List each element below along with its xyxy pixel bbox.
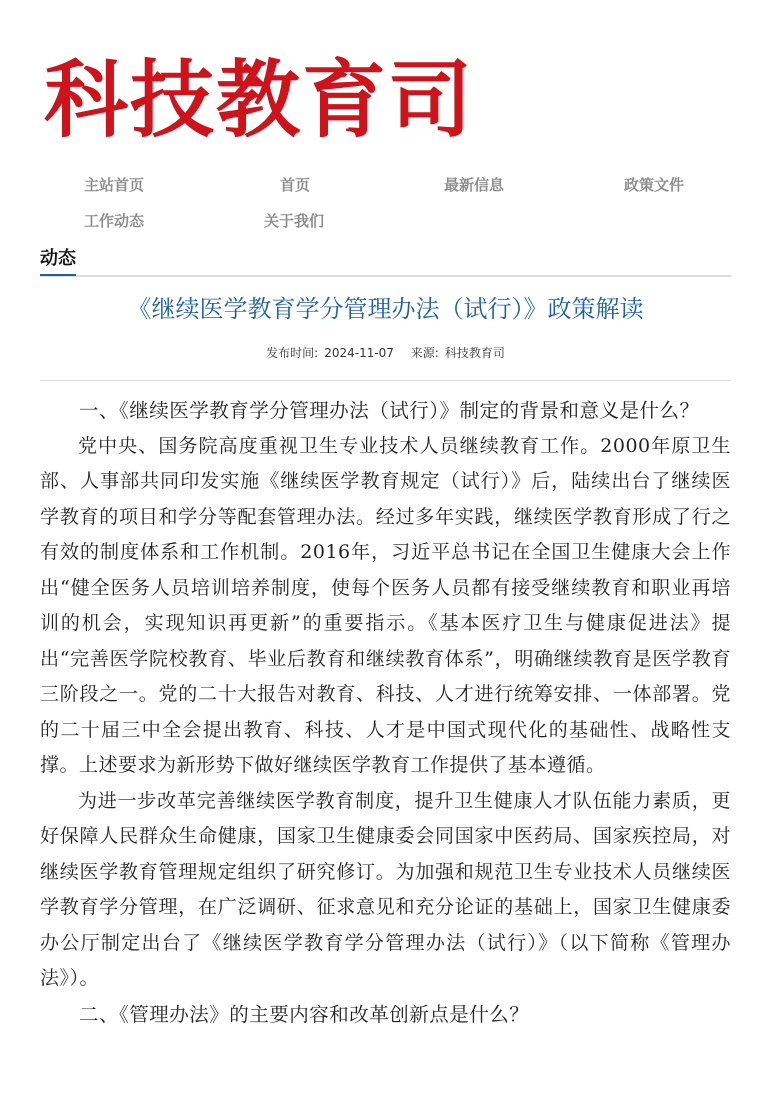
nav-item-main-home[interactable]: 主站首页 xyxy=(84,176,145,194)
article-title: 《继续医学教育学分管理办法（试行）》政策解读 xyxy=(127,295,644,323)
nav-item-latest-news[interactable]: 最新信息 xyxy=(444,176,505,194)
divider xyxy=(40,380,731,381)
nav-item-work-updates[interactable]: 工作动态 xyxy=(84,212,145,230)
paragraph-heading-2: 二、《管理办法》的主要内容和改革创新点是什么？ xyxy=(79,1002,530,1026)
section-header xyxy=(40,247,731,277)
paragraph: 为进一步改革完善继续医学教育制度，提升卫生健康人才队伍能力素质，更好保障人民群众生命健康，国家卫生健康委会同国家中医药局、国家疾控局，对继续医学教育管理规定组织了研究修订。为加强和规范卫生专业技术人员继续医学教育学分管理，在广泛调研、征求意见和充分论证的基础上，国家卫生健康委办公厅制定出台了《继续医学教育学分管理办法（试行）》（以下简称《管理办法》）。 xyxy=(40,789,731,989)
source-label: 来源: xyxy=(410,346,439,360)
article-meta xyxy=(0,344,771,362)
publish-label: 发布时间: xyxy=(266,346,319,360)
paragraph-heading-1: 一、《继续医学教育学分管理办法（试行）》制定的背景和意义是什么？ xyxy=(79,399,700,422)
source-value: 科技教育司 xyxy=(444,346,505,360)
publish-date: 2024-11-07 xyxy=(324,346,394,360)
site-logo[interactable]: 科技教育司 xyxy=(44,51,475,149)
article-body xyxy=(40,393,731,1032)
main-nav xyxy=(0,170,771,240)
nav-item-home[interactable]: 首页 xyxy=(280,176,311,194)
nav-item-about-us[interactable]: 关于我们 xyxy=(264,212,325,230)
paragraph: 党中央、国务院高度重视卫生专业技术人员继续教育工作。2000年原卫生部、人事部共同印发实施《继续医学教育规定（试行）》后，陆续出台了继续医学教育的项目和学分等配套管理办法。经过多年实践，继续医学教育形成了行之有效的制度体系和工作机制。2016年，习近平总书记在全国卫生健康大会上作出“健全医务人员培训培养制度，使每个医务人员都有接受继续教育和职业再培训的机会，实现知识再更新”的重要指示。《基本医疗卫生与健康促进法》提出“完善医学院校教育、毕业后教育和继续教育体系”，明确继续教育是医学教育三阶段之一。党的二十大报告对教育、科技、人才进行统筹安排、一体部署。党的二十届三中全会提出教育、科技、人才是中国式现代化的基础性、战略性支撑。上述要求为新形势下做好继续医学教育工作提供了基本遵循。 xyxy=(40,434,731,776)
nav-item-policy-documents[interactable]: 政策文件 xyxy=(624,176,685,194)
section-tab-updates[interactable]: 动态 xyxy=(40,247,76,276)
